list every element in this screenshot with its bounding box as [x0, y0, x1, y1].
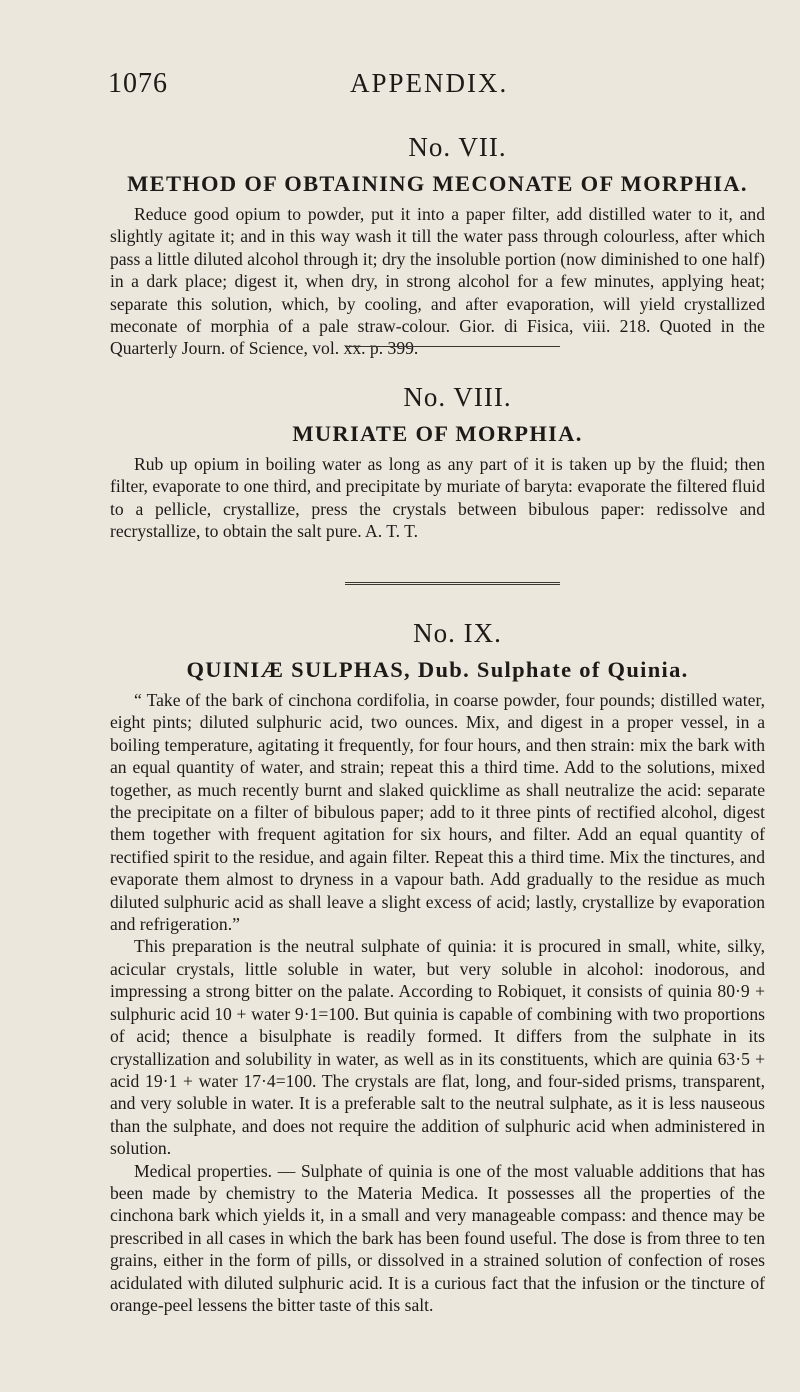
page-header — [108, 68, 748, 108]
section-divider — [345, 582, 560, 587]
running-head: APPENDIX. — [350, 68, 509, 98]
section-number: No. VIII. — [403, 382, 512, 412]
page-number: 1076 — [108, 68, 168, 99]
section-ix — [110, 618, 765, 1316]
section-paragraph: “ Take of the bark of cinchona cordifolia, in coarse powder, four pounds; distilled water, eight pints; diluted sulphuric acid, two ounces. Mix, and digest in a proper vessel, in a boiling temperature, agitating it frequently, for four hours, and then strain: mix the bark with an equal quantity of water, and strain; repeat this a third time. Add to the solutions, mixed together, as much recently burnt and slaked quicklime as shall neutralize the acid: separate the precipitate on a filter of bibulous paper; add to it three pints of rectified alcohol, digest them together with frequent agitation for six hours, and filter. Add an equal quantity of rectified spirit to the residue, and again filter. Repeat this a third time. Mix the tinctures, and evaporate them almost to dryness in a vapour bath. Add gradually to the residue as much diluted sulphuric acid as shall leave a slight excess of acid; lastly, crystallize by evaporation and refrigeration.” — [110, 690, 765, 935]
section-divider — [345, 346, 560, 347]
section-title: METHOD OF OBTAINING MECONATE OF MORPHIA. — [127, 171, 748, 196]
section-vii — [110, 132, 765, 360]
section-paragraph: Rub up opium in boiling water as long as any part of it is taken up by the fluid; then filter, evaporate to one third, and precipitate by muriate of baryta: evaporate the filtered fluid to a pellicle, crystallize, press the crystals between bibulous paper: redissolve and recrystallize, to obtain the salt pure. A. T. T. — [110, 454, 765, 542]
section-title: MURIATE OF MORPHIA. — [292, 421, 583, 446]
section-title: QUINIÆ SULPHAS, Dub. Sulphate of Quinia. — [186, 657, 689, 682]
section-number: No. VII. — [408, 132, 507, 162]
section-paragraph: Reduce good opium to powder, put it into a paper filter, add distilled water to it, and slightly agitate it; and in this way wash it till the water pass through colourless, after which pass a little diluted alcohol through it; dry the insoluble portion (now diminished to one half) in a dark place; digest it, when dry, in strong alcohol for a few minutes, applying heat; separate this solution, which, by cooling, and after evaporation, will yield crystallized meconate of morphia of a pale straw-colour. Gior. di Fisica, viii. 218. Quoted in the Quarterly Journ. of Science, vol. xx. p. 399. — [110, 204, 765, 359]
section-paragraph: This preparation is the neutral sulphate of quinia: it is procured in small, white, silky, acicular crystals, little soluble in water, but very soluble in alcohol: inodorous, and impressing a strong bitter on the palate. According to Robiquet, it consists of quinia 80·9 + sulphuric acid 10 + water 9·1=100. But quinia is capable of combining with two proportions of acid; thence a bisulphate is readily formed. It differs from the sulphate in its crystallization and solubility in water, as well as in its constituents, which are quinia 63·5 + acid 19·1 + water 17·4=100. The crystals are flat, long, and four-sided prisms, transparent, and very soluble in water. It is a preferable salt to the neutral sulphate, as it is less nauseous than the sulphate, and does not require the addition of sulphuric acid when administered in solution. — [110, 936, 765, 1159]
section-paragraph: Medical properties. — Sulphate of quinia is one of the most valuable additions that has been made by chemistry to the Materia Medica. It possesses all the properties of the cinchona bark which yields it, in a small and very manageable compass: and thence may be prescribed in all cases in which the bark has been found useful. The dose is from three to ten grains, either in the form of pills, or dissolved in a strained solution of confection of roses acidulated with diluted sulphuric acid. It is a curious fact that the infusion or the tincture of orange-peel lessens the bitter taste of this salt. — [110, 1160, 765, 1315]
section-viii — [110, 382, 765, 543]
section-number: No. IX. — [413, 618, 502, 648]
